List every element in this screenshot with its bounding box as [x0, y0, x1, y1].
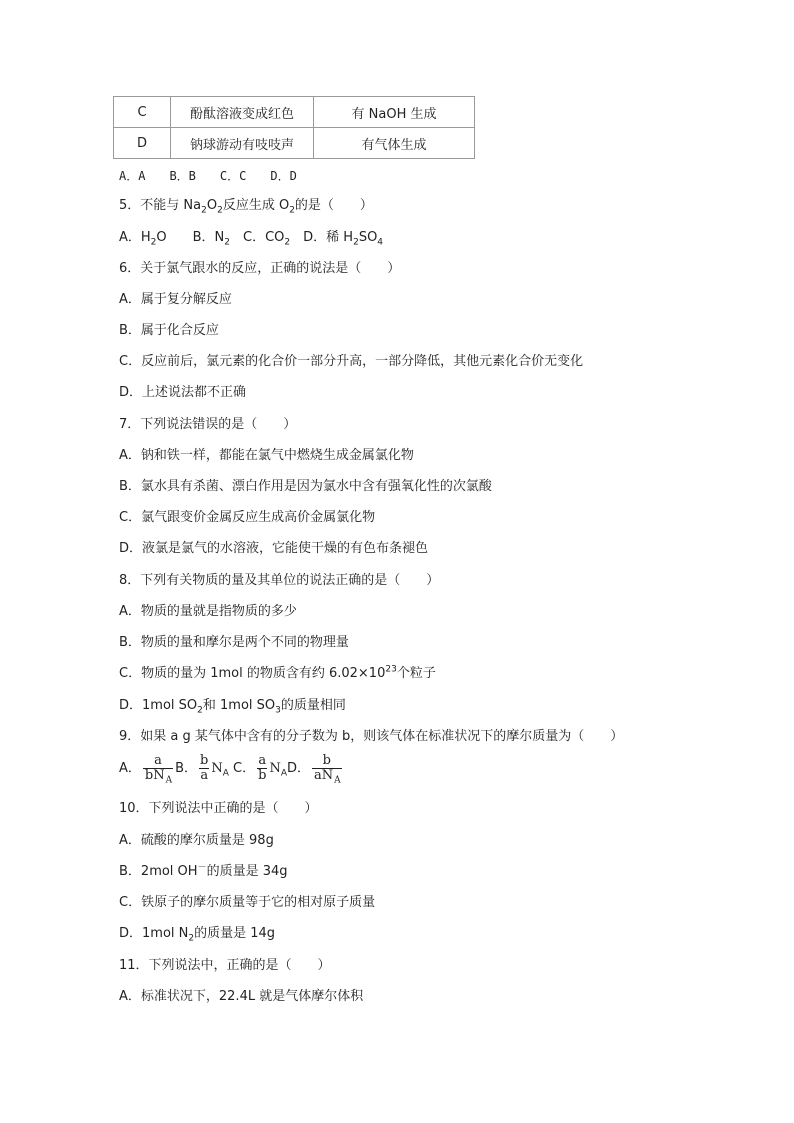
q5-options: A．$H_2O$ B．$N_2$ C．$CO_2$ D．稀 $H_2SO_4$	[119, 230, 384, 248]
q6-option-d: D．上述说法都不正确	[119, 385, 247, 400]
q7-stem: 7．下列说法错误的是（ ）	[119, 417, 297, 432]
row-phenomenon: 酚酞溶液变成红色	[171, 97, 314, 128]
q9-stem: 9．如果 a g 某气体中含有的分子数为 b，则该气体在标准状况下的摩尔质量为（ ）	[119, 729, 624, 744]
fraction-d: $\frac{b}{aN_A}$	[314, 753, 341, 786]
q7-option-b: B．氯水具有杀菌、漂白作用是因为氯水中含有强氧化性的次氯酸	[119, 479, 492, 494]
fraction-a: $\frac{a}{bN_A}$	[144, 753, 173, 786]
row-phenomenon: 钠球游动有吱吱声	[171, 128, 314, 159]
q6-option-c: C．反应前后，氯元素的化合价一部分升高，一部分降低，其他元素化合价无变化	[119, 354, 584, 369]
q7-option-d: D．液氯是氯气的水溶液，它能使干燥的有色布条褪色	[119, 541, 429, 556]
q6-option-b: B．属于化合反应	[119, 323, 219, 338]
q8-stem: 8．下列有关物质的量及其单位的说法正确的是（ ）	[119, 573, 440, 588]
row-label: C	[114, 97, 171, 128]
fraction-b: $\frac{b}{a}$	[200, 753, 209, 783]
q8-option-d: D．1mol $SO_2$和 1mol $SO_3$的质量相同	[119, 698, 346, 716]
table-row	[114, 128, 475, 159]
q4-options: A．A B．B C．C D．D	[119, 169, 297, 183]
row-conclusion: 有 NaOH 生成	[314, 97, 475, 128]
q10-option-a: A．硫酸的摩尔质量是 98g	[119, 833, 274, 848]
q8-option-c: C．物质的量为 1mol 的物质含有约 $6.02\times 10^{23}$个粒子	[119, 664, 436, 681]
q7-option-a: A．钠和铁一样，都能在氯气中燃烧生成金属氯化物	[119, 448, 414, 463]
q10-stem: 10．下列说法中正确的是（ ）	[119, 801, 318, 816]
row-conclusion: 有气体生成	[314, 128, 475, 159]
q5-stem: 5．不能与 $Na_2O_2$反应生成 $O_2$的是（ ）	[119, 198, 373, 216]
q10-option-d: D．1mol $N_2$的质量是 14g	[119, 926, 276, 944]
q11-stem: 11．下列说法中，正确的是（ ）	[119, 958, 331, 973]
q11-option-a: A．标准状况下，22.4L 就是气体摩尔体积	[119, 989, 364, 1004]
q9-options: A． $\frac{a}{bN_A}$ B． $\frac{b}{a}$ $N_A$ C． $\frac{a}{b}$ $N_AD$． $\frac{b}{aN_A}$	[119, 753, 341, 786]
options-table	[113, 96, 475, 159]
q8-option-a: A．物质的量就是指物质的多少	[119, 604, 297, 619]
q8-option-b: B．物质的量和摩尔是两个不同的物理量	[119, 635, 349, 650]
q7-option-c: C．氯气跟变价金属反应生成高价金属氯化物	[119, 510, 376, 525]
q6-option-a: A．属于复分解反应	[119, 292, 232, 307]
row-label: D	[114, 128, 171, 159]
table-row	[114, 97, 475, 128]
q10-option-c: C．铁原子的摩尔质量等于它的相对原子质量	[119, 895, 376, 910]
fraction-c: $\frac{a}{b}$	[258, 753, 267, 783]
q10-option-b: B．2mol OH－的质量是 34g	[119, 862, 288, 879]
q6-stem: 6．关于氯气跟水的反应，正确的说法是（ ）	[119, 261, 401, 276]
